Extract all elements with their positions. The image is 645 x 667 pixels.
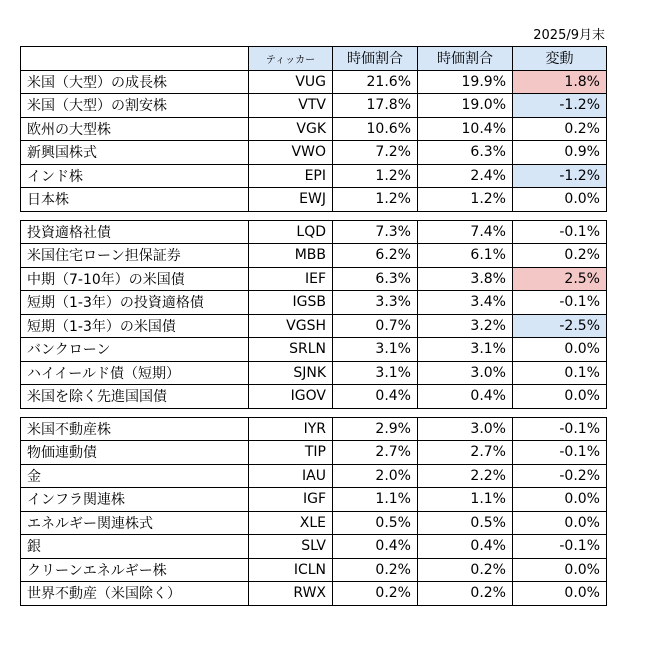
change-cell: -0.1%	[513, 291, 607, 315]
asset-name-cell: エネルギー関連株式	[21, 511, 249, 535]
weight-2-cell: 3.1%	[418, 338, 513, 362]
asset-name-cell: 物価連動債	[21, 441, 249, 465]
header-row	[21, 47, 607, 71]
asset-name-cell: 中期（7-10年）の米国債	[21, 267, 249, 291]
asset-name-cell: 日本株	[21, 188, 249, 212]
ticker-cell: IGSB	[249, 291, 333, 315]
weight-2-cell: 3.0%	[418, 417, 513, 441]
ticker-cell: IYR	[249, 417, 333, 441]
asset-name-cell: 短期（1-3年）の投資適格債	[21, 291, 249, 315]
separator-cell	[418, 211, 513, 220]
separator-cell	[249, 408, 333, 417]
table-row	[21, 267, 607, 291]
change-cell: 0.0%	[513, 488, 607, 512]
asset-name-cell: ハイイールド債（短期）	[21, 361, 249, 385]
weight-2-cell: 6.1%	[418, 244, 513, 268]
weight-2-cell: 0.2%	[418, 558, 513, 582]
separator-cell	[21, 211, 249, 220]
table-row	[21, 488, 607, 512]
asset-name-cell: 米国（大型）の割安株	[21, 94, 249, 118]
weight-1-cell: 0.2%	[333, 558, 418, 582]
change-cell: -2.5%	[513, 314, 607, 338]
change-cell: -0.1%	[513, 441, 607, 465]
header-weight-2: 時価割合	[418, 47, 513, 71]
weight-1-cell: 2.7%	[333, 441, 418, 465]
table-row	[21, 94, 607, 118]
asset-name-cell: 短期（1-3年）の米国債	[21, 314, 249, 338]
table-row	[21, 511, 607, 535]
header-weight-1: 時価割合	[333, 47, 418, 71]
header-blank-cell	[21, 47, 249, 71]
weight-1-cell: 6.3%	[333, 267, 418, 291]
change-cell: 0.0%	[513, 338, 607, 362]
asset-name-cell: クリーンエネルギー株	[21, 558, 249, 582]
ticker-cell: RWX	[249, 582, 333, 606]
weight-2-cell: 3.0%	[418, 361, 513, 385]
table-row	[21, 361, 607, 385]
weight-2-cell: 0.4%	[418, 535, 513, 559]
change-cell: 0.2%	[513, 117, 607, 141]
weight-2-cell: 0.2%	[418, 582, 513, 606]
weight-1-cell: 7.3%	[333, 220, 418, 244]
table-row	[21, 385, 607, 409]
weight-1-cell: 0.2%	[333, 582, 418, 606]
header-change: 変動	[513, 47, 607, 71]
weight-1-cell: 17.8%	[333, 94, 418, 118]
asset-name-cell: 米国を除く先進国国債	[21, 385, 249, 409]
weight-2-cell: 6.3%	[418, 141, 513, 165]
group-separator	[21, 408, 607, 417]
table-row	[21, 535, 607, 559]
change-cell: -0.1%	[513, 417, 607, 441]
table-row	[21, 244, 607, 268]
ticker-cell: EPI	[249, 164, 333, 188]
weight-1-cell: 7.2%	[333, 141, 418, 165]
weight-2-cell: 19.9%	[418, 70, 513, 94]
ticker-cell: ICLN	[249, 558, 333, 582]
weight-1-cell: 0.4%	[333, 385, 418, 409]
weight-1-cell: 21.6%	[333, 70, 418, 94]
asset-name-cell: 投資適格社債	[21, 220, 249, 244]
group-separator	[21, 211, 607, 220]
ticker-cell: LQD	[249, 220, 333, 244]
asset-name-cell: 世界不動産（米国除く）	[21, 582, 249, 606]
change-cell: 0.0%	[513, 511, 607, 535]
asset-name-cell: 米国不動産株	[21, 417, 249, 441]
weight-1-cell: 3.1%	[333, 361, 418, 385]
weight-1-cell: 0.5%	[333, 511, 418, 535]
date-label: 2025/9月末	[533, 28, 605, 43]
separator-cell	[333, 408, 418, 417]
ticker-cell: MBB	[249, 244, 333, 268]
table-row	[21, 70, 607, 94]
ticker-cell: XLE	[249, 511, 333, 535]
separator-cell	[513, 408, 607, 417]
table-row	[21, 141, 607, 165]
weight-2-cell: 2.4%	[418, 164, 513, 188]
change-cell: 0.0%	[513, 558, 607, 582]
change-cell: 0.0%	[513, 582, 607, 606]
weight-2-cell: 0.4%	[418, 385, 513, 409]
weight-1-cell: 6.2%	[333, 244, 418, 268]
change-cell: 0.0%	[513, 188, 607, 212]
table-row	[21, 188, 607, 212]
separator-cell	[418, 408, 513, 417]
asset-name-cell: 新興国株式	[21, 141, 249, 165]
weight-1-cell: 1.1%	[333, 488, 418, 512]
weight-2-cell: 1.2%	[418, 188, 513, 212]
table-body	[21, 47, 607, 606]
header-ticker: ティッカー	[249, 47, 333, 71]
weight-2-cell: 2.2%	[418, 464, 513, 488]
ticker-cell: VTV	[249, 94, 333, 118]
asset-name-cell: 欧州の大型株	[21, 117, 249, 141]
change-cell: 0.9%	[513, 141, 607, 165]
ticker-cell: VGK	[249, 117, 333, 141]
weight-2-cell: 3.2%	[418, 314, 513, 338]
asset-name-cell: バンクローン	[21, 338, 249, 362]
ticker-cell: IGOV	[249, 385, 333, 409]
change-cell: 0.2%	[513, 244, 607, 268]
table-row	[21, 314, 607, 338]
table-row	[21, 464, 607, 488]
weight-1-cell: 1.2%	[333, 164, 418, 188]
weight-1-cell: 2.9%	[333, 417, 418, 441]
allocation-table	[20, 46, 607, 606]
table-row	[21, 164, 607, 188]
separator-cell	[249, 211, 333, 220]
asset-name-cell: 銀	[21, 535, 249, 559]
table-row	[21, 417, 607, 441]
asset-name-cell: 米国住宅ローン担保証券	[21, 244, 249, 268]
ticker-cell: VGSH	[249, 314, 333, 338]
ticker-cell: VUG	[249, 70, 333, 94]
ticker-cell: VWO	[249, 141, 333, 165]
weight-2-cell: 2.7%	[418, 441, 513, 465]
weight-1-cell: 10.6%	[333, 117, 418, 141]
change-cell: -0.1%	[513, 535, 607, 559]
table-row	[21, 117, 607, 141]
ticker-cell: EWJ	[249, 188, 333, 212]
table-row	[21, 220, 607, 244]
ticker-cell: IAU	[249, 464, 333, 488]
change-cell: -0.1%	[513, 220, 607, 244]
ticker-cell: IGF	[249, 488, 333, 512]
weight-1-cell: 3.3%	[333, 291, 418, 315]
asset-name-cell: 金	[21, 464, 249, 488]
weight-2-cell: 19.0%	[418, 94, 513, 118]
ticker-cell: TIP	[249, 441, 333, 465]
table-row	[21, 582, 607, 606]
separator-cell	[333, 211, 418, 220]
change-cell: -1.2%	[513, 164, 607, 188]
asset-name-cell: インフラ関連株	[21, 488, 249, 512]
change-cell: -0.2%	[513, 464, 607, 488]
ticker-cell: SLV	[249, 535, 333, 559]
change-cell: 0.0%	[513, 385, 607, 409]
weight-2-cell: 1.1%	[418, 488, 513, 512]
weight-2-cell: 0.5%	[418, 511, 513, 535]
change-cell: 2.5%	[513, 267, 607, 291]
weight-1-cell: 1.2%	[333, 188, 418, 212]
table-row	[21, 291, 607, 315]
table-row	[21, 558, 607, 582]
weight-1-cell: 0.4%	[333, 535, 418, 559]
change-cell: 0.1%	[513, 361, 607, 385]
weight-1-cell: 3.1%	[333, 338, 418, 362]
weight-2-cell: 3.4%	[418, 291, 513, 315]
weight-1-cell: 0.7%	[333, 314, 418, 338]
separator-cell	[21, 408, 249, 417]
change-cell: -1.2%	[513, 94, 607, 118]
weight-2-cell: 7.4%	[418, 220, 513, 244]
ticker-cell: SJNK	[249, 361, 333, 385]
table-row	[21, 338, 607, 362]
asset-name-cell: インド株	[21, 164, 249, 188]
change-cell: 1.8%	[513, 70, 607, 94]
weight-1-cell: 2.0%	[333, 464, 418, 488]
table-row	[21, 441, 607, 465]
ticker-cell: SRLN	[249, 338, 333, 362]
asset-name-cell: 米国（大型）の成長株	[21, 70, 249, 94]
ticker-cell: IEF	[249, 267, 333, 291]
weight-2-cell: 3.8%	[418, 267, 513, 291]
separator-cell	[513, 211, 607, 220]
weight-2-cell: 10.4%	[418, 117, 513, 141]
